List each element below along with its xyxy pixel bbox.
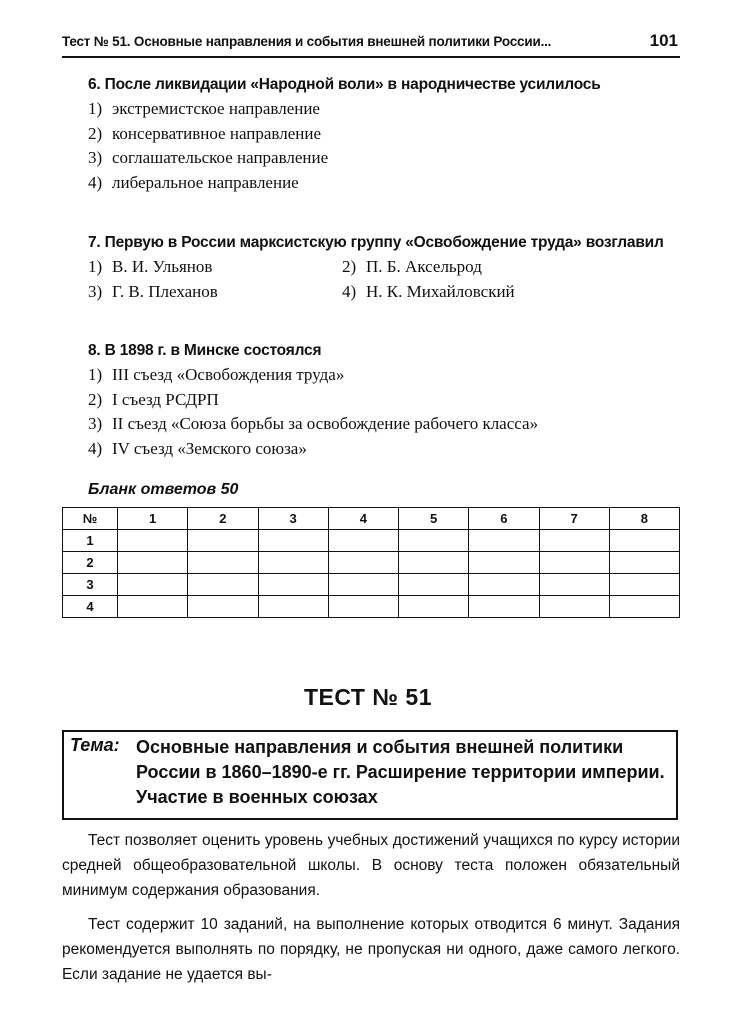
question-number: 7. (88, 234, 101, 251)
answer-cell[interactable] (118, 552, 188, 574)
answer-cell[interactable] (118, 530, 188, 552)
option (62, 363, 682, 388)
answer-cell[interactable] (328, 574, 398, 596)
option-text: либеральное направление (112, 172, 299, 192)
answer-cell[interactable] (609, 552, 679, 574)
row-header: 1 (63, 530, 118, 552)
option (62, 97, 682, 122)
option-list (62, 97, 682, 195)
option-number: 1) (88, 99, 103, 118)
option-number: 2) (88, 389, 103, 409)
option-list (62, 363, 682, 461)
column-header: 8 (609, 508, 679, 530)
option (62, 171, 682, 196)
option (88, 255, 342, 280)
option-text: III съезд «Освобождения труда» (112, 365, 345, 384)
option-number: 3) (88, 414, 103, 433)
answer-cell[interactable] (188, 596, 258, 618)
answer-cell[interactable] (188, 530, 258, 552)
question-text (62, 74, 682, 95)
answer-cell[interactable] (399, 552, 469, 574)
question-text (62, 232, 682, 253)
answer-cell[interactable] (258, 552, 328, 574)
option-text: консервативное направление (112, 123, 321, 143)
option-text: I съезд РСДРП (112, 389, 219, 409)
answer-cell[interactable] (188, 552, 258, 574)
topic-text: Основные направления и события внешней политики России в 1860–1890-е гг. Расширение территории империи. Участие в военных союзах (136, 737, 665, 807)
answer-cell[interactable] (539, 552, 609, 574)
option (62, 122, 682, 147)
question-body: Первую в России марксистскую группу «Освобождение труда» возглавил (104, 234, 664, 251)
answer-cell[interactable] (609, 530, 679, 552)
answer-cell[interactable] (118, 574, 188, 596)
option (62, 388, 682, 413)
question-number: 8. (88, 342, 101, 359)
option (62, 146, 682, 171)
topic-box (62, 730, 678, 820)
answer-cell[interactable] (328, 552, 398, 574)
option (342, 255, 642, 280)
question-text (62, 340, 682, 361)
test-heading: ТЕСТ № 51 (304, 684, 432, 710)
answer-cell[interactable] (328, 596, 398, 618)
column-header: 2 (188, 508, 258, 530)
column-header: № (63, 508, 118, 530)
answer-cell[interactable] (399, 574, 469, 596)
answer-cell[interactable] (469, 596, 539, 618)
table-header-row (63, 508, 680, 530)
option-text: соглашательское направление (112, 148, 329, 167)
topic-label: Тема: (70, 735, 120, 755)
option-text: П. Б. Аксельрод (366, 257, 482, 276)
instructions-paragraph: Тест содержит 10 заданий, на выполнение которых отводится 6 минут. Задания рекомендуется выполнять по порядку, не пропуская ни одного, даже самого легкого. Если задание не удается вы- (62, 916, 680, 983)
answer-cell[interactable] (469, 552, 539, 574)
question-7 (62, 232, 682, 304)
question-body: В 1898 г. в Минске состоялся (104, 342, 322, 359)
answer-cell[interactable] (539, 574, 609, 596)
answer-cell[interactable] (118, 596, 188, 618)
column-header: 3 (258, 508, 328, 530)
running-header-title: Тест № 51. Основные направления и события внешней политики России... (62, 34, 552, 49)
table-row (63, 574, 680, 596)
table-row (63, 596, 680, 618)
option (62, 412, 682, 437)
answer-cell[interactable] (539, 530, 609, 552)
answer-cell[interactable] (609, 574, 679, 596)
question-number: 6. (88, 76, 101, 93)
option (88, 280, 342, 305)
option-text: IV съезд «Земского союза» (112, 438, 307, 458)
option-number: 4) (342, 281, 357, 301)
answer-cell[interactable] (469, 530, 539, 552)
question-body: После ликвидации «Народной воли» в народничестве усилилось (104, 76, 601, 93)
option-number: 3) (88, 281, 103, 301)
answer-cell[interactable] (328, 530, 398, 552)
row-header: 2 (63, 552, 118, 574)
answer-cell[interactable] (188, 574, 258, 596)
option (62, 437, 682, 462)
answer-cell[interactable] (469, 574, 539, 596)
table-row (63, 552, 680, 574)
row-header: 3 (63, 574, 118, 596)
row-header: 4 (63, 596, 118, 618)
column-header: 6 (469, 508, 539, 530)
answer-cell[interactable] (399, 596, 469, 618)
column-header: 1 (118, 508, 188, 530)
option (342, 280, 642, 305)
option-number: 4) (88, 172, 103, 192)
option-number: 2) (88, 123, 103, 143)
answer-cell[interactable] (258, 596, 328, 618)
option-text: В. И. Ульянов (112, 257, 213, 276)
column-header: 5 (399, 508, 469, 530)
option-text: экстремистское направление (112, 99, 320, 118)
column-header: 7 (539, 508, 609, 530)
running-header (62, 30, 680, 58)
answer-sheet-title: Бланк ответов 50 (88, 481, 239, 498)
option-number: 1) (88, 257, 103, 276)
answer-cell[interactable] (539, 596, 609, 618)
answer-cell[interactable] (399, 530, 469, 552)
answer-cell[interactable] (609, 596, 679, 618)
question-6 (62, 74, 682, 195)
column-header: 4 (328, 508, 398, 530)
option-number: 4) (88, 438, 103, 458)
option-text: Г. В. Плеханов (112, 281, 218, 301)
answer-cell[interactable] (258, 574, 328, 596)
option-number: 3) (88, 148, 103, 167)
answer-sheet-table (62, 507, 680, 618)
answer-cell[interactable] (258, 530, 328, 552)
option-text: Н. К. Михайловский (366, 281, 515, 301)
option-number: 2) (342, 257, 357, 276)
option-list (62, 255, 682, 304)
intro-paragraph: Тест позволяет оценить уровень учебных достижений учащихся по курсу истории средней общеобразовательной школы. В основу теста положен обязательный минимум содержания образования. (62, 832, 680, 899)
option-text: II съезд «Союза борьбы за освобождение рабочего класса» (112, 414, 539, 433)
table-row (63, 530, 680, 552)
question-8 (62, 340, 682, 461)
page-number: 101 (649, 31, 678, 50)
option-number: 1) (88, 365, 103, 384)
